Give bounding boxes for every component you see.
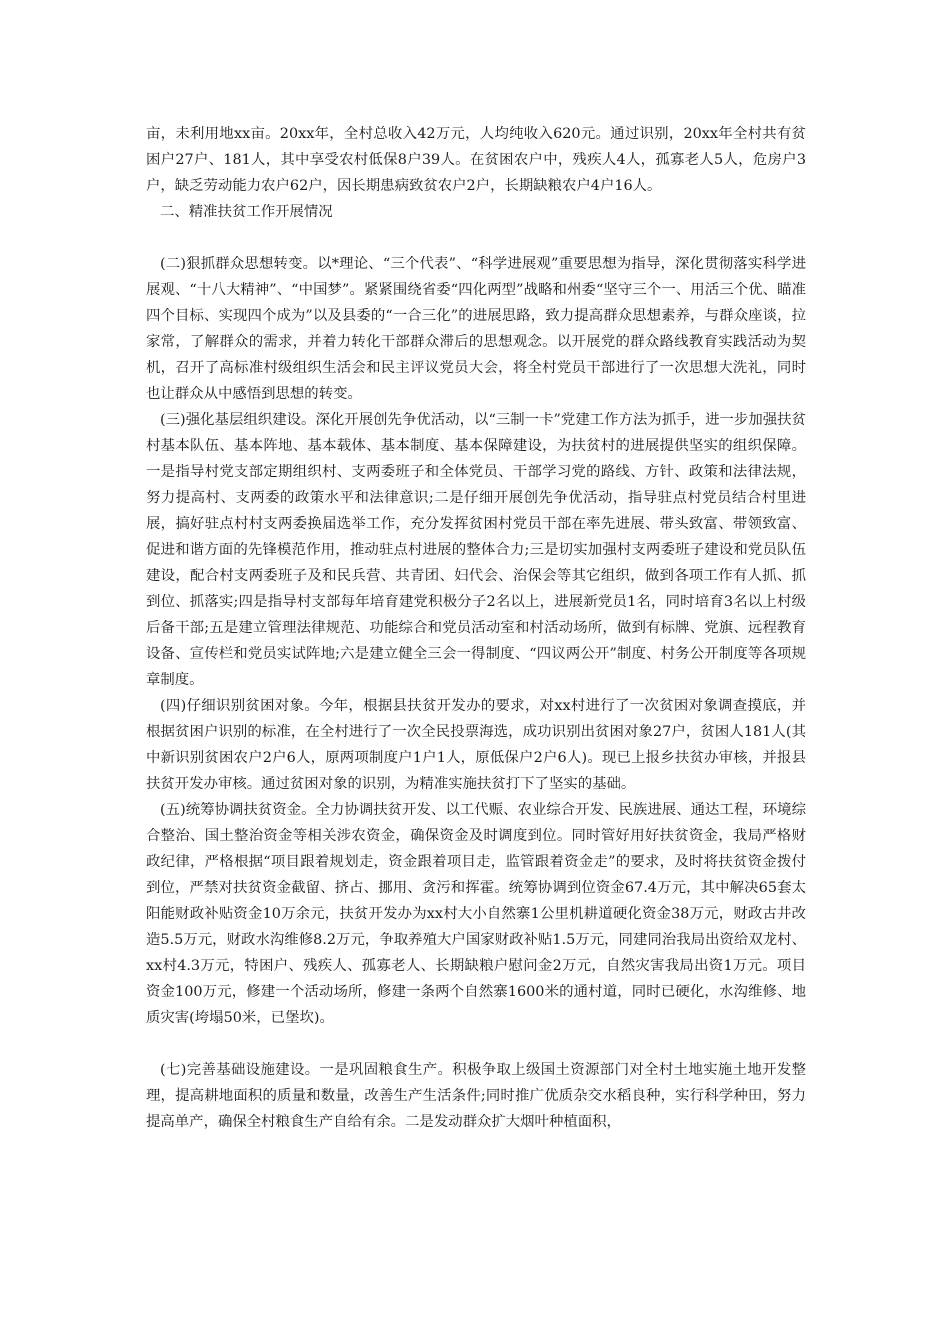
paragraph-item-2-ideology: (二)狠抓群众思想转变。以*理论、“三个代表”、“科学进展观”重要思想为指导，深化贯彻落实科学进展观、“十八大精神”、“中国梦”。紧紧围绕省委“四化两型”战略和州委“坚守三个一、用活三个优、瞄准四个目标、实现四个成为”以及县委的“一合三化”的进展思路，致力提高群众思想素养，与群众座谈，拉家常，了解群众的需求，并着力转化干部群众滞后的思想观念。以开展党的群众路线教育实践活动为契机，召开了高标准村级组织生活会和民主评议党员大会，将全村党员干部进行了一次思想大洗礼，同时也让群众从中感悟到思想的转变。 [146, 256, 806, 402]
section-heading-precision-poverty-alleviation: 二、精准扶贫工作开展情况 [160, 204, 333, 220]
paragraph-item-4-identification: (四)仔细识别贫困对象。今年，根据县扶贫开发办的要求，对xx村进行了一次贫困对象调查摸底，并根据贫困户识别的标准，在全村进行了一次全民投票海选，成功识别出贫困对象27户，贫困人181人(其中新识别贫困农户2户6人，原两项制度户1户1人，原低保户2户6人)。现已上报乡扶贫办审核，并报县扶贫开发办审核。通过贫困对象的识别，为精准实施扶贫打下了坚实的基础。 [146, 698, 806, 792]
document-page [146, 121, 806, 1135]
paragraph-item-3-organization: (三)强化基层组织建设。深化开展创先争优活动，以“三制一卡”党建工作方法为抓手，进一步加强扶贫村基本队伍、基本阵地、基本载体、基本制度、基本保障建设，为扶贫村的进展提供坚实的组织保障。一是指导村党支部定期组织村、支两委班子和全体党员、干部学习党的路线、方针、政策和法律法规，努力提高村、支两委的政策水平和法律意识;二是仔细开展创先争优活动，指导驻点村党员结合村里进展，搞好驻点村村支两委换届选举工作，充分发挥贫困村党员干部在率先进展、带头致富、带领致富、促进和谐方面的先锋模范作用，推动驻点村进展的整体合力;三是切实加强村支两委班子建设和党员队伍建设，配合村支两委班子及和民兵营、共青团、妇代会、治保会等其它组织，做到各项工作有人抓、抓到位、抓落实;四是指导村支部每年培育建党积极分子2名以上，进展新党员1名，同时培育3名以上村级后备干部;五是建立管理法律规范、功能综合和党员活动室和村活动场所，做到有标牌、党旗、远程教育设备、宣传栏和党员实试阵地;六是建立健全三会一得制度、“四议两公开”制度、村务公开制度等各项规章制度。 [146, 412, 806, 688]
paragraph-item-7-infrastructure: (七)完善基础设施建设。一是巩固粮食生产。积极争取上级国土资源部门对全村土地实施土地开发整理，提高耕地面积的质量和数量，改善生产生活条件;同时推广优质杂交水稻良种，实行科学种田，努力提高单产，确保全村粮食生产自给有余。二是发动群众扩大烟叶种植面积， [146, 1062, 806, 1130]
paragraph-village-overview: 亩，未利用地xx亩。20xx年，全村总收入42万元，人均纯收入620元。通过识别，20xx年全村共有贫困户27户、181人，其中享受农村低保8户39人。在贫困农户中，残疾人4人，孤寡老人5人，危房户3户，缺乏劳动能力农户62户，因长期患病致贫农户2户，长期缺粮农户4户16人。 [146, 126, 806, 194]
paragraph-item-5-funding: (五)统筹协调扶贫资金。全力协调扶贫开发、以工代赈、农业综合开发、民族进展、通达工程，环境综合整治、国土整治资金等相关涉农资金，确保资金及时调度到位。同时管好用好扶贫资金，我局严格财政纪律，严格根据“项目跟着规划走，资金跟着项目走，监管跟着资金走”的要求，及时将扶贫资金拨付到位，严禁对扶贫资金截留、挤占、挪用、贪污和挥霍。统筹协调到位资金67.4万元，其中解决65套太阳能财政补贴资金10万余元，扶贫开发办为xx村大小自然寨1公里机耕道硬化资金38万元，财政古井改造5.5万元，财政水沟维修8.2万元，争取养殖大户国家财政补贴1.5万元，同建同治我局出资给双龙村、xx村4.3万元，特困户、残疾人、孤寡老人、长期缺粮户慰问金2万元，自然灾害我局出资1万元。项目资金100万元，修建一个活动场所，修建一条两个自然寨1600米的通村道，同时已硬化，水沟维修、地质灾害(垮塌50米，已堡坎)。 [146, 802, 806, 1026]
